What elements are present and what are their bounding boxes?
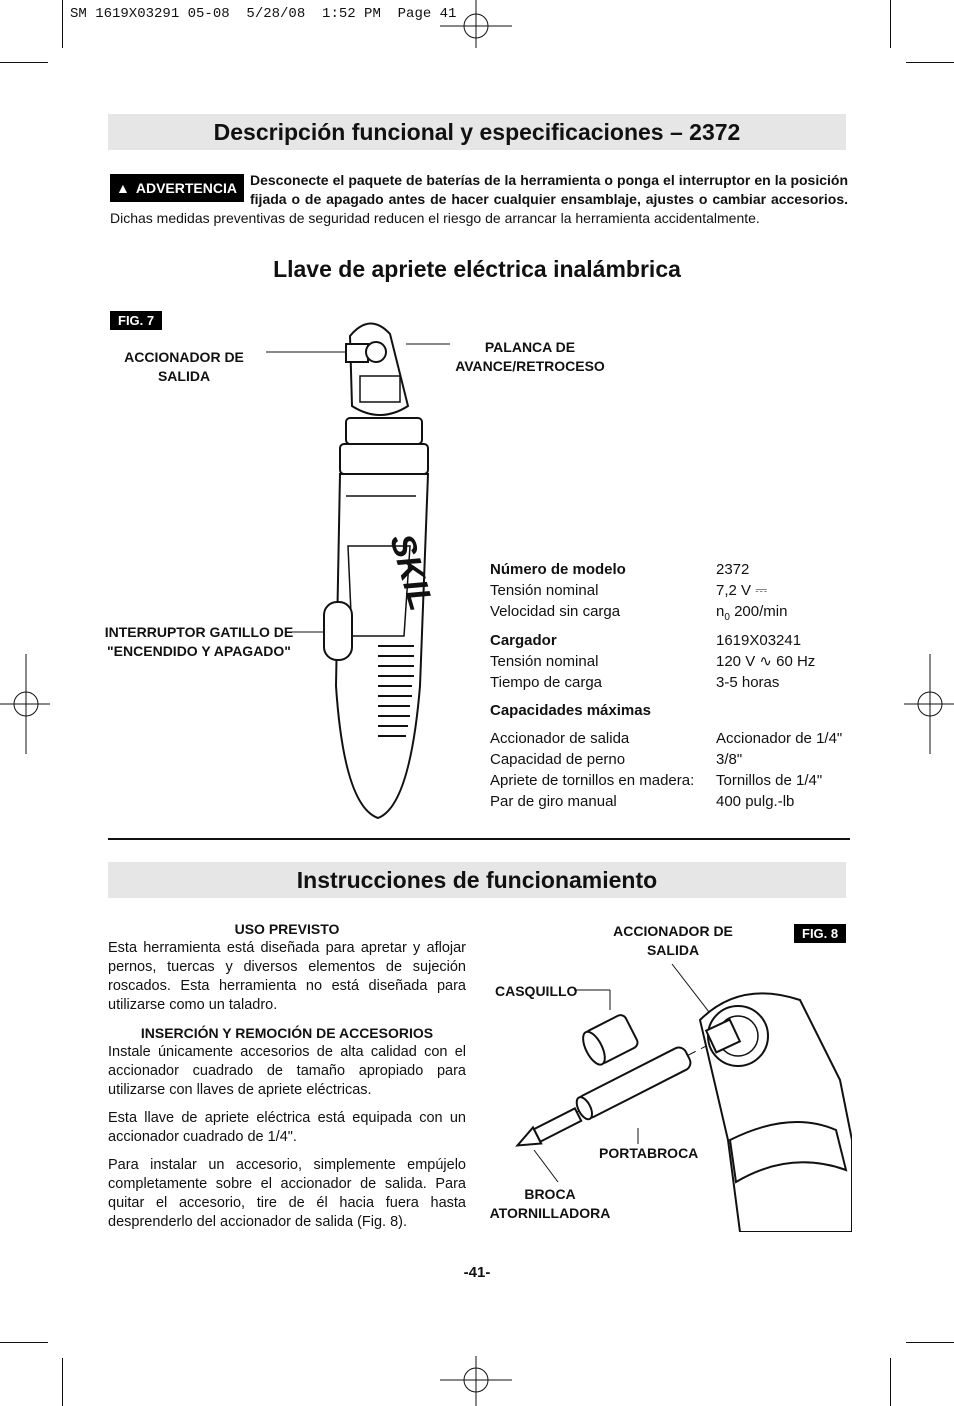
section-divider bbox=[108, 838, 850, 840]
accessories-paragraph-1: Instale únicamente accesorios de alta calidad con el accionador cuadrado de tamaño apropiado para utilizarse con llaves de apriete eléctricas. bbox=[108, 1044, 466, 1098]
intended-use-heading: USO PREVISTO bbox=[234, 921, 340, 937]
section-title-specifications: Descripción funcional y especificaciones – 2372 bbox=[108, 114, 846, 150]
fig8-label-output-drive: ACCIONADOR DE SALIDA bbox=[613, 923, 733, 958]
accessories-heading: INSERCIÓN Y REMOCIÓN DE ACCESORIOS bbox=[140, 1025, 434, 1041]
accessories-illustration bbox=[500, 960, 852, 1232]
tool-title: Llave de apriete eléctrica inalámbrica bbox=[273, 256, 681, 282]
registration-mark-bottom bbox=[440, 1356, 512, 1406]
warning-triangle-icon: ▲ bbox=[116, 180, 130, 196]
fig7-label-lever: PALANCA DE AVANCE/RETROCESO bbox=[455, 339, 605, 374]
page-number: -41- bbox=[463, 1264, 491, 1281]
warning-text: Dichas medidas preventivas de seguridad reducen el riesgo de arrancar la herramienta accidentalmente. bbox=[110, 210, 760, 226]
intended-use-text: Esta herramienta está diseñada para apretar y aflojar pernos, tuercas y diversos elementos de sujeción roscados. Esta herramienta no está diseñada para utilizarse como un taladro. bbox=[108, 940, 466, 1013]
fig7-label-output-drive: ACCIONADOR DE SALIDA bbox=[124, 349, 244, 384]
registration-mark-left bbox=[0, 654, 50, 754]
accessories-paragraph-2: Esta llave de apriete eléctrica está equipada con un accionador cuadrado de 1/4". bbox=[108, 1110, 466, 1145]
warning-badge: ▲ ADVERTENCIA bbox=[110, 174, 244, 202]
instructions-column bbox=[108, 920, 466, 1241]
brand-logo: SKIL bbox=[382, 529, 441, 615]
section-title-instructions: Instrucciones de funcionamiento bbox=[108, 862, 846, 898]
registration-mark-top bbox=[440, 0, 512, 50]
print-header: SM 1619X03291 05-08 5/28/08 1:52 PM Page 41 bbox=[70, 6, 457, 22]
accessories-paragraph-3: Para instalar un accesorio, simplemente empújelo completamente sobre el accionador de salida. Para quitar el accesorio, tire de él hacia fuera hasta desprenderlo del accionador de salida (Fig. 8). bbox=[108, 1157, 466, 1230]
fig8-label-bit: BROCA ATORNILLADORA bbox=[489, 1186, 611, 1221]
ratchet-wrench-illustration bbox=[260, 306, 450, 826]
fig8-tag: FIG. 8 bbox=[794, 924, 846, 943]
fig7-label-switch: INTERRUPTOR GATILLO DE "ENCENDIDO Y APAGADO" bbox=[104, 624, 294, 659]
warning-bold-text: Desconecte el paquete de baterías de la herramienta o ponga el interruptor en la posición fijada o de apagado antes de hacer cualquier ensamblaje, ajustes o cambiar accesorios. bbox=[250, 172, 848, 207]
fig8-label-socket: CASQUILLO bbox=[495, 983, 578, 999]
registration-mark-right bbox=[904, 654, 954, 754]
fig7-tag: FIG. 7 bbox=[110, 311, 162, 330]
fig8-label-bit-holder: PORTABROCA bbox=[599, 1145, 699, 1161]
